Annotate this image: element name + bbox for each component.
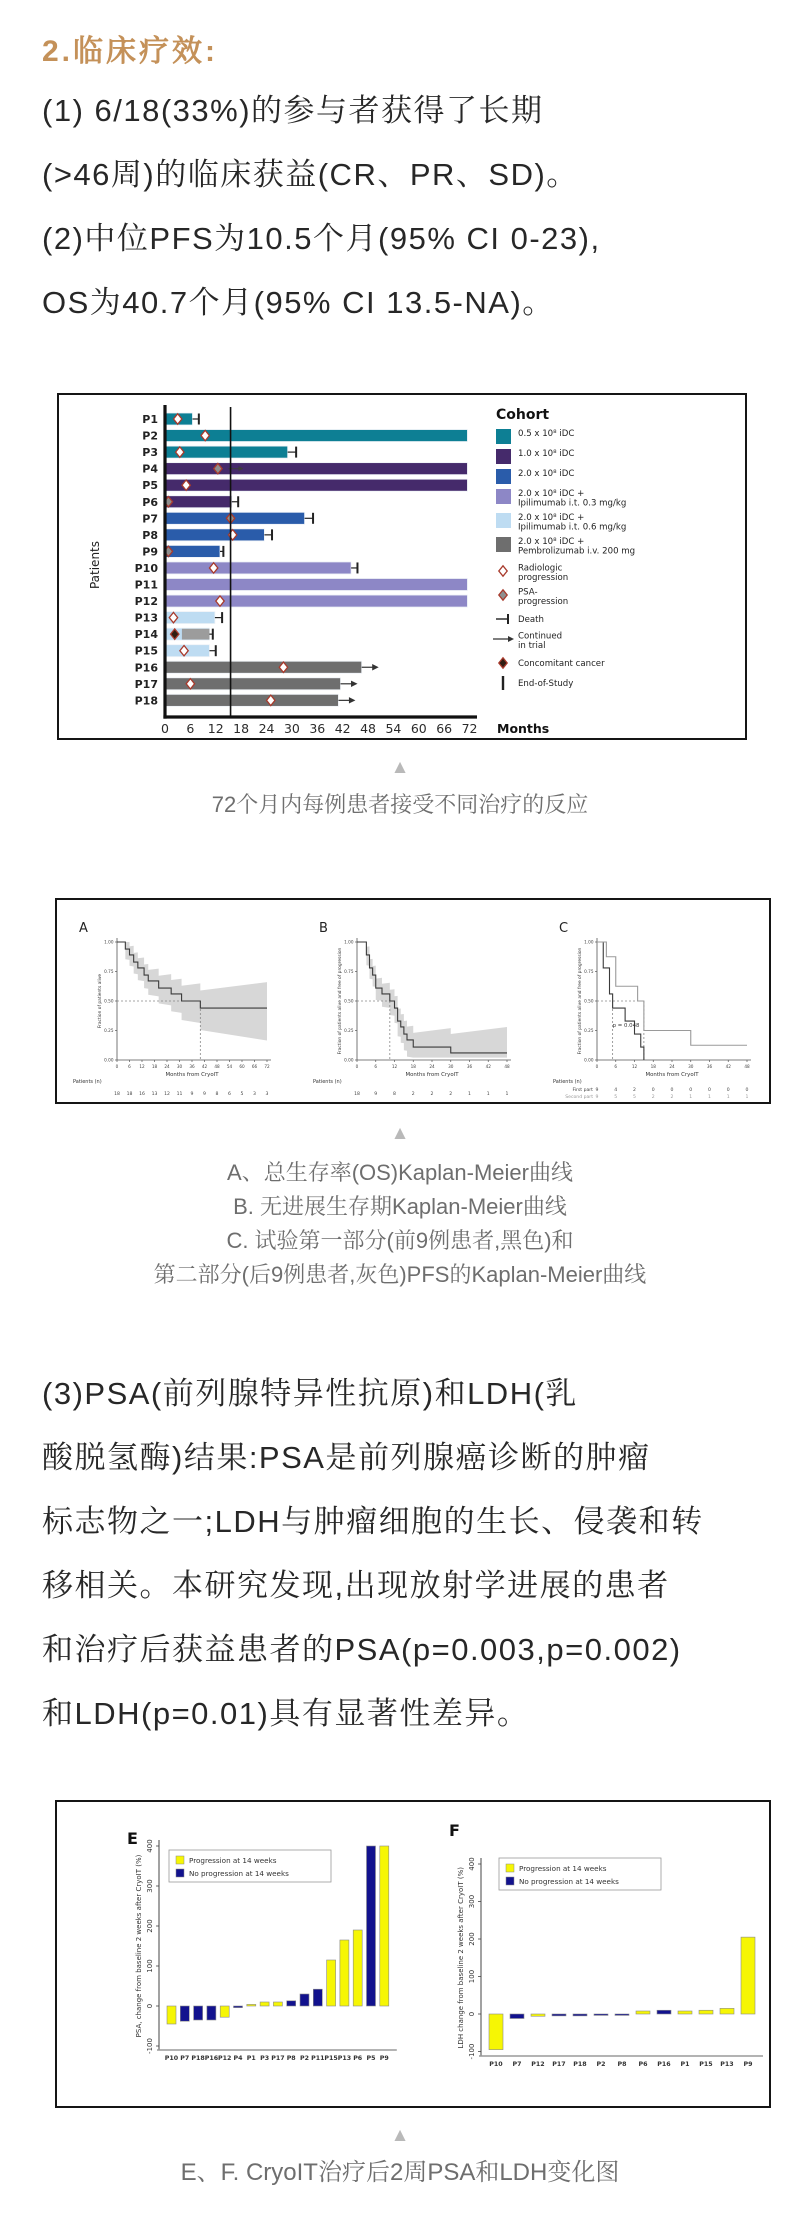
svg-text:9: 9: [595, 1095, 599, 1100]
svg-text:P2: P2: [300, 2055, 309, 2062]
svg-text:P6: P6: [353, 2055, 363, 2062]
svg-text:100: 100: [468, 1969, 476, 1984]
svg-text:48: 48: [214, 1064, 220, 1069]
svg-text:36: 36: [466, 1064, 473, 1069]
svg-text:P2: P2: [596, 2061, 606, 2068]
svg-text:P4: P4: [233, 2055, 243, 2062]
svg-text:400: 400: [146, 1839, 154, 1853]
svg-text:P15: P15: [134, 644, 158, 658]
svg-text:12: 12: [139, 1064, 145, 1069]
svg-text:42: 42: [201, 1064, 208, 1069]
paragraph-psa-ldh: [42, 1362, 762, 1746]
paragraph-line: 标志物之一;LDH与肿瘤细胞的生长、侵袭和转: [42, 1504, 704, 1539]
svg-text:8: 8: [393, 1092, 396, 1097]
svg-text:P15: P15: [324, 2055, 338, 2062]
svg-text:18: 18: [650, 1064, 656, 1069]
svg-text:1: 1: [468, 1092, 471, 1097]
svg-text:P5: P5: [142, 479, 158, 493]
svg-text:72: 72: [264, 1064, 270, 1069]
svg-text:No progression at 14 weeks: No progression at 14 weeks: [519, 1877, 619, 1886]
svg-text:P15: P15: [699, 2061, 713, 2068]
svg-text:36: 36: [706, 1064, 713, 1069]
svg-text:No progression at 14 weeks: No progression at 14 weeks: [189, 1869, 289, 1878]
paragraph-line: (3)PSA(前列腺特异性抗原)和LDH(乳: [42, 1376, 578, 1411]
psa-ldh-bar-chart: [57, 1802, 769, 2106]
svg-text:66: 66: [436, 721, 453, 736]
svg-text:C: C: [559, 921, 569, 936]
svg-text:P18: P18: [191, 2055, 205, 2062]
svg-text:0: 0: [115, 1064, 119, 1069]
svg-text:200: 200: [468, 1932, 476, 1946]
collapse-triangle-icon: ▲: [390, 757, 410, 778]
svg-text:P9: P9: [142, 545, 158, 559]
svg-text:E: E: [127, 1829, 138, 1848]
svg-text:Second part: Second part: [565, 1095, 593, 1100]
svg-text:P11: P11: [311, 2055, 325, 2062]
svg-text:0.75: 0.75: [584, 969, 594, 974]
svg-text:5: 5: [633, 1095, 636, 1100]
collapse-triangle-icon: ▲: [390, 2125, 410, 2146]
svg-text:100: 100: [146, 1959, 154, 1973]
svg-text:Patients (n): Patients (n): [313, 1079, 342, 1085]
svg-text:48: 48: [504, 1064, 510, 1069]
svg-text:30: 30: [448, 1064, 454, 1069]
svg-text:P6: P6: [142, 495, 158, 509]
svg-text:0.75: 0.75: [104, 969, 114, 974]
svg-text:0.50: 0.50: [344, 998, 354, 1004]
svg-text:0: 0: [745, 1088, 749, 1093]
svg-text:4: 4: [614, 1088, 618, 1093]
svg-text:2: 2: [411, 1092, 415, 1097]
svg-text:Death: Death: [518, 615, 544, 625]
svg-text:6: 6: [614, 1064, 618, 1069]
svg-text:P7: P7: [180, 2055, 190, 2062]
svg-text:P7: P7: [512, 2061, 522, 2068]
section-title: 2.临床疗效:: [42, 35, 219, 68]
svg-text:End-of-Study: End-of-Study: [518, 679, 574, 689]
svg-text:0: 0: [708, 1088, 711, 1093]
svg-text:1.00: 1.00: [104, 939, 114, 945]
kaplan-meier-chart: [57, 900, 769, 1102]
svg-text:P1: P1: [680, 2061, 690, 2068]
collapse-triangle-icon: ▲: [390, 1123, 410, 1144]
svg-text:200: 200: [146, 1919, 154, 1933]
svg-text:0: 0: [670, 1088, 674, 1093]
svg-text:2: 2: [670, 1095, 674, 1100]
svg-text:18: 18: [151, 1064, 158, 1069]
figure2-caption-line: A、总生存率(OS)Kaplan-Meier曲线: [227, 1160, 573, 1185]
svg-text:B: B: [319, 921, 328, 936]
svg-text:24: 24: [258, 721, 275, 736]
svg-text:Months from CryoIT: Months from CryoIT: [405, 1072, 459, 1078]
svg-text:P17: P17: [134, 677, 158, 691]
svg-text:60: 60: [239, 1064, 245, 1069]
svg-text:24: 24: [669, 1064, 675, 1069]
svg-text:0.50: 0.50: [584, 998, 594, 1004]
svg-text:Continued: Continued: [518, 631, 563, 642]
svg-text:PSA-: PSA-: [518, 587, 538, 598]
svg-text:Progression at 14 weeks: Progression at 14 weeks: [519, 1864, 607, 1873]
svg-text:P13: P13: [337, 2055, 352, 2062]
figure2-caption-line: B. 无进展生存期Kaplan-Meier曲线: [233, 1194, 567, 1219]
svg-text:1: 1: [726, 1095, 730, 1100]
svg-text:12: 12: [391, 1064, 398, 1069]
swimmer-plot-chart: [59, 395, 745, 738]
svg-text:P10: P10: [134, 561, 158, 575]
svg-text:LDH change from baseline 2 wee: LDH change from baseline 2 weeks after CryoIT (%): [457, 1867, 465, 2049]
svg-text:0: 0: [161, 721, 169, 736]
svg-text:P8: P8: [617, 2061, 627, 2068]
svg-text:54: 54: [226, 1064, 233, 1069]
svg-text:P6: P6: [638, 2061, 648, 2068]
paragraph-clinical-benefit: [42, 79, 762, 335]
figure1-caption: 72个月内每例患者接受不同治疗的反应: [211, 792, 589, 817]
svg-text:F: F: [449, 1821, 460, 1840]
svg-text:48: 48: [360, 721, 376, 736]
svg-text:18: 18: [354, 1092, 360, 1097]
svg-text:P12: P12: [218, 2055, 232, 2062]
paragraph-line: 和LDH(p=0.01)具有显著性差异。: [42, 1696, 530, 1731]
paragraph-line: (2)中位PFS为10.5个月(95% CI 0-23),: [42, 221, 601, 256]
paragraph-line: 酸脱氢酶)结果:PSA是前列腺癌诊断的肿瘤: [42, 1440, 651, 1475]
svg-text:P3: P3: [260, 2055, 270, 2062]
svg-text:P4: P4: [142, 462, 158, 476]
svg-text:P13: P13: [720, 2061, 734, 2068]
svg-text:P16: P16: [657, 2061, 671, 2068]
svg-text:P1: P1: [142, 413, 158, 426]
svg-text:0.00: 0.00: [344, 1057, 354, 1063]
svg-text:30: 30: [176, 1064, 183, 1069]
figure2-caption-line: 第二部分(后9例患者,灰色)PFS的Kaplan-Meier曲线: [153, 1262, 647, 1287]
svg-text:P16: P16: [204, 2055, 219, 2062]
svg-text:6: 6: [186, 721, 195, 736]
svg-text:P16: P16: [134, 661, 158, 675]
svg-text:P2: P2: [142, 429, 158, 443]
paragraph-line: 移相关。本研究发现,出现放射学进展的患者: [42, 1568, 670, 1603]
svg-text:Fraction of patients alive: Fraction of patients alive: [98, 973, 103, 1029]
kaplan-meier-figure: [55, 898, 771, 1104]
svg-text:2.0 x 10⁸ iDC +: 2.0 x 10⁸ iDC +: [518, 537, 585, 547]
svg-text:400: 400: [468, 1857, 476, 1871]
svg-text:1.00: 1.00: [344, 939, 354, 945]
svg-text:1.00: 1.00: [584, 939, 594, 945]
paragraph-line: OS为40.7个月(95% CI 13.5-NA)。: [42, 285, 555, 320]
svg-text:2: 2: [430, 1092, 434, 1097]
svg-text:-100: -100: [468, 2043, 476, 2060]
svg-text:Months from CryoIT: Months from CryoIT: [165, 1072, 219, 1078]
figure3-caption: E、F. CryoIT治疗后2周PSA和LDH变化图: [180, 2159, 620, 2186]
svg-text:2: 2: [449, 1092, 453, 1097]
svg-text:1: 1: [745, 1095, 749, 1100]
svg-text:30: 30: [283, 721, 300, 736]
svg-text:0.25: 0.25: [584, 1028, 594, 1033]
svg-text:P10: P10: [489, 2061, 503, 2068]
svg-text:24: 24: [164, 1064, 170, 1069]
svg-text:5: 5: [240, 1092, 244, 1097]
svg-text:0.25: 0.25: [344, 1028, 354, 1033]
svg-text:18: 18: [126, 1092, 133, 1097]
svg-text:p = 0.048: p = 0.048: [612, 1022, 640, 1029]
svg-text:1.0 x 10⁸ iDC: 1.0 x 10⁸ iDC: [518, 449, 575, 459]
svg-text:P3: P3: [142, 446, 158, 460]
svg-text:0.25: 0.25: [104, 1028, 114, 1033]
svg-text:0: 0: [146, 2003, 154, 2009]
svg-text:12: 12: [164, 1092, 170, 1097]
svg-text:24: 24: [429, 1064, 435, 1069]
svg-text:Months from CryoIT: Months from CryoIT: [645, 1072, 699, 1078]
svg-text:2: 2: [633, 1088, 636, 1093]
svg-text:72: 72: [461, 721, 478, 736]
svg-text:0.00: 0.00: [584, 1057, 594, 1063]
svg-text:6: 6: [228, 1092, 231, 1097]
svg-text:13: 13: [151, 1092, 158, 1097]
svg-text:0.50: 0.50: [104, 998, 114, 1004]
svg-text:1: 1: [689, 1095, 693, 1100]
svg-text:54: 54: [385, 721, 402, 736]
svg-text:36: 36: [189, 1064, 195, 1069]
svg-text:First part: First part: [572, 1088, 593, 1093]
svg-text:P1: P1: [246, 2055, 256, 2062]
svg-text:0: 0: [355, 1064, 359, 1069]
svg-text:1: 1: [486, 1092, 490, 1097]
svg-text:P18: P18: [134, 694, 158, 708]
svg-text:6: 6: [128, 1064, 131, 1069]
figure2-caption-line: C. 试验第一部分(前9例患者,黑色)和: [226, 1228, 574, 1253]
svg-text:0: 0: [595, 1064, 599, 1069]
svg-text:Concomitant cancer: Concomitant cancer: [518, 659, 605, 669]
svg-text:9: 9: [190, 1092, 194, 1097]
svg-text:18: 18: [114, 1092, 120, 1097]
svg-text:0: 0: [689, 1088, 693, 1093]
svg-text:9: 9: [374, 1092, 378, 1097]
svg-text:Months: Months: [497, 721, 550, 736]
svg-text:2.0 x 10⁸ iDC +: 2.0 x 10⁸ iDC +: [518, 513, 585, 523]
svg-text:Radiologic: Radiologic: [518, 563, 563, 574]
svg-text:5: 5: [614, 1095, 618, 1100]
svg-text:progression: progression: [518, 597, 569, 607]
svg-text:P12: P12: [531, 2061, 545, 2068]
svg-text:P13: P13: [134, 611, 158, 625]
svg-text:0.00: 0.00: [104, 1057, 114, 1063]
svg-text:Fraction of patients alive and: Fraction of patients alive and free of progression: [578, 947, 583, 1055]
svg-text:16: 16: [139, 1092, 145, 1097]
figure2-caption: [0, 1156, 800, 1292]
svg-text:2.0 x 10⁸ iDC +: 2.0 x 10⁸ iDC +: [518, 489, 585, 499]
svg-text:48: 48: [744, 1064, 750, 1069]
svg-text:42: 42: [485, 1064, 491, 1069]
svg-text:12: 12: [207, 721, 224, 736]
swimmer-plot-figure: [57, 393, 747, 740]
svg-text:0: 0: [651, 1088, 655, 1093]
svg-text:P7: P7: [142, 512, 158, 526]
svg-text:30: 30: [688, 1064, 694, 1069]
svg-text:0: 0: [726, 1088, 730, 1093]
psa-ldh-bar-figure: [55, 1800, 771, 2108]
svg-text:0.5 x 10⁸ iDC: 0.5 x 10⁸ iDC: [518, 429, 575, 439]
svg-text:P8: P8: [286, 2055, 296, 2062]
svg-text:2.0 x 10⁸ iDC: 2.0 x 10⁸ iDC: [518, 469, 575, 479]
paragraph-line: (>46周)的临床获益(CR、PR、SD)。: [42, 157, 579, 192]
svg-text:42: 42: [334, 721, 351, 736]
svg-text:18: 18: [233, 721, 250, 736]
svg-text:P12: P12: [134, 595, 158, 609]
svg-text:9: 9: [203, 1092, 206, 1097]
svg-text:Pembrolizumab i.v. 200 mg: Pembrolizumab i.v. 200 mg: [518, 546, 636, 557]
svg-text:Patients (n): Patients (n): [73, 1079, 102, 1085]
svg-text:1: 1: [708, 1095, 711, 1100]
svg-text:A: A: [79, 921, 88, 936]
svg-text:11: 11: [176, 1092, 183, 1097]
svg-text:3: 3: [265, 1092, 269, 1097]
svg-text:P9: P9: [379, 2055, 389, 2062]
svg-text:Ipilimumab i.t. 0.6 mg/kg: Ipilimumab i.t. 0.6 mg/kg: [518, 522, 627, 533]
svg-text:36: 36: [309, 721, 326, 736]
svg-text:0.75: 0.75: [344, 969, 354, 974]
svg-text:P8: P8: [142, 528, 158, 542]
paragraph-line: 和治疗后获益患者的PSA(p=0.003,p=0.002): [42, 1632, 682, 1667]
svg-text:P9: P9: [743, 2061, 753, 2068]
svg-text:3: 3: [253, 1092, 256, 1097]
svg-text:P18: P18: [573, 2061, 587, 2068]
svg-text:Patients: Patients: [88, 540, 102, 590]
svg-text:P11: P11: [134, 578, 158, 592]
svg-text:9: 9: [595, 1088, 599, 1093]
svg-text:Cohort: Cohort: [496, 407, 550, 423]
svg-text:Fraction of patients alive and: Fraction of patients alive and free of progression: [338, 947, 343, 1055]
svg-text:42: 42: [725, 1064, 731, 1069]
svg-text:P17: P17: [271, 2055, 285, 2062]
svg-text:P17: P17: [552, 2061, 566, 2068]
svg-text:2: 2: [651, 1095, 655, 1100]
svg-text:8: 8: [215, 1092, 219, 1097]
svg-text:18: 18: [410, 1064, 416, 1069]
svg-text:1: 1: [505, 1092, 509, 1097]
svg-text:progression: progression: [518, 573, 569, 583]
paragraph-line: (1) 6/18(33%)的参与者获得了长期: [42, 93, 544, 128]
svg-text:300: 300: [146, 1879, 154, 1893]
svg-text:-100: -100: [146, 2038, 154, 2054]
svg-text:PSA, change from baseline 2 we: PSA, change from baseline 2 weeks after CryoIT (%): [135, 1854, 143, 2038]
svg-text:P14: P14: [134, 628, 158, 642]
svg-text:Progression at 14 weeks: Progression at 14 weeks: [189, 1856, 277, 1865]
svg-text:P5: P5: [366, 2055, 376, 2062]
svg-text:66: 66: [251, 1064, 258, 1069]
svg-text:12: 12: [631, 1064, 638, 1069]
svg-text:60: 60: [410, 721, 427, 736]
svg-text:6: 6: [374, 1064, 378, 1069]
svg-text:300: 300: [468, 1894, 476, 1909]
svg-text:0: 0: [468, 2011, 476, 2017]
svg-text:Patients (n): Patients (n): [553, 1079, 582, 1085]
svg-text:in trial: in trial: [518, 641, 546, 651]
svg-text:Ipilimumab i.t. 0.3 mg/kg: Ipilimumab i.t. 0.3 mg/kg: [518, 498, 627, 509]
svg-text:P10: P10: [164, 2055, 179, 2062]
